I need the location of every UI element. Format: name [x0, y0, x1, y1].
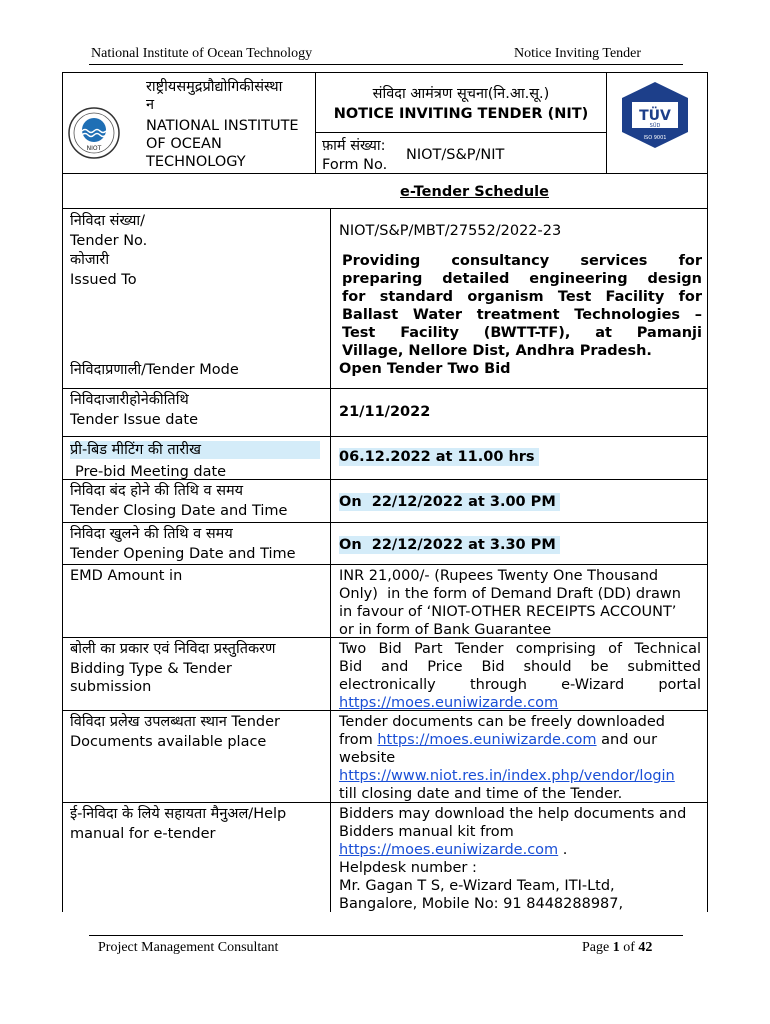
label-en: Pre-bid Meeting date: [75, 464, 227, 480]
footer-left: Project Management Consultant: [98, 940, 279, 955]
svg-text:NIOT: NIOT: [86, 145, 102, 152]
svg-text:ISO 9001: ISO 9001: [643, 135, 667, 141]
docs-line: till closing date and time of the Tender.: [339, 786, 623, 802]
title-english: NOTICE INVITING TENDER (NIT): [333, 106, 589, 122]
help-line: Bidders manual kit from: [339, 824, 514, 840]
page-current: 1: [612, 940, 620, 955]
label-en: Tender Closing Date and Time: [70, 503, 288, 519]
help-line: Helpdesk number :: [339, 860, 477, 876]
bidding-line: electronically through e-Wizard portal: [339, 677, 701, 693]
org-name-en-2: OF OCEAN: [146, 136, 222, 152]
docs-line: Tender documents can be freely downloaded: [339, 714, 665, 730]
tuv-cert-logo: [618, 80, 692, 150]
header-rule: [89, 64, 683, 65]
title-hindi: संविदा आमंत्रण सूचना(नि.आ.सू.): [372, 86, 550, 102]
schedule-title: e-Tender Schedule: [400, 184, 549, 200]
emd-line: in favour of ‘NIOT-OTHER RECEIPTS ACCOUNT’: [339, 604, 677, 620]
bidding-portal-link[interactable]: https://moes.euniwizarde.com: [339, 695, 559, 711]
issued-to-line: for standard organism Test Facility for: [342, 289, 702, 305]
label-emd: EMD Amount in: [70, 568, 183, 584]
label-en: Issued To: [70, 272, 137, 288]
docs-line: [339, 731, 657, 749]
label-hindi: निविदा बंद होने की तिथि व समय: [70, 483, 244, 499]
closing-value: On 22/12/2022 at 3.00 PM: [339, 493, 560, 511]
bidding-line: Bid and Price Bid should be submitted: [339, 659, 701, 675]
label-docs-2: Documents available place: [70, 734, 267, 750]
label-en: Tender No.: [70, 233, 148, 249]
org-name-en-3: TECHNOLOGY: [146, 154, 246, 170]
form-label-en: Form No.: [322, 157, 388, 173]
docs-text: from: [339, 732, 378, 748]
label-help-2: manual for e-tender: [70, 826, 216, 842]
niot-logo: [67, 106, 121, 160]
help-line: [339, 841, 567, 859]
docs-text: and our: [596, 732, 658, 748]
emd-line: INR 21,000/- (Rupees Twenty One Thousand: [339, 568, 659, 584]
docs-portal-link[interactable]: https://moes.euniwizarde.com: [377, 732, 597, 748]
label-help-1: ई-निविदा के लिये सहायता मैनुअल/Help: [70, 806, 287, 822]
issued-to-line: preparing detailed engineering design: [342, 271, 702, 287]
label-en: Bidding Type & Tender: [70, 661, 232, 677]
emd-line: Only) in the form of Demand Draft (DD) drawn: [339, 586, 681, 602]
svg-text:SÜD: SÜD: [649, 123, 661, 129]
svg-text:TÜV: TÜV: [639, 108, 671, 124]
help-line: Bangalore, Mobile No: 91 8448288987,: [339, 896, 624, 912]
page-of: of: [619, 940, 639, 955]
form-value: NIOT/S&P/NIT: [406, 147, 505, 163]
label-docs-1: विविदा प्रलेख उपलब्धता स्थान Tender: [70, 714, 280, 730]
header-left: National Institute of Ocean Technology: [91, 46, 313, 61]
tender-no-value: NIOT/S&P/MBT/27552/2022-23: [339, 223, 562, 239]
issued-to-line: Test Facility (BWTT-TF), at Pamanji: [342, 325, 702, 341]
bidding-line: Two Bid Part Tender comprising of Technical: [339, 641, 701, 657]
help-line: Bidders may download the help documents and: [339, 806, 687, 822]
opening-value: On 22/12/2022 at 3.30 PM: [339, 536, 560, 554]
docs-line: website: [339, 750, 396, 766]
niot-website-link[interactable]: https://www.niot.res.in/index.php/vendor/login: [339, 768, 675, 784]
label-tender-mode: निविदाप्रणाली/Tender Mode: [70, 362, 239, 378]
label-hindi: निविदाजारीहोनेकीतिथि: [70, 392, 189, 408]
label-en: submission: [70, 679, 152, 695]
footer-rule: [89, 935, 683, 936]
org-name-hindi-1: राष्ट्रीयसमुद्रप्रौद्योगिकीसंस्था: [146, 79, 283, 95]
label-hindi: निविदा खुलने की तिथि व समय: [70, 526, 233, 542]
page-total: 42: [638, 940, 653, 955]
label-hindi: कोजारी: [70, 252, 110, 268]
org-name-en-1: NATIONAL INSTITUTE: [146, 118, 299, 134]
emd-line: or in form of Bank Guarantee: [339, 622, 552, 638]
issued-to-line: Village, Nellore Dist, Andhra Pradesh.: [342, 343, 652, 359]
label-hindi: प्री-बिड मीटिंग की तारीख: [70, 441, 320, 459]
form-label-hindi: फ़ार्म संख्या:: [322, 138, 386, 154]
issue-date-value: 21/11/2022: [339, 404, 431, 420]
help-text: .: [558, 842, 568, 858]
help-portal-link[interactable]: https://moes.euniwizarde.com: [339, 842, 559, 858]
help-line: Mr. Gagan T S, e-Wizard Team, ITI-Ltd,: [339, 878, 615, 894]
page-number: [582, 940, 652, 956]
issued-to-line: Ballast Water treatment Technologies –: [342, 307, 702, 323]
label-hindi: निविदा संख्या/: [70, 213, 146, 229]
tender-mode-value: Open Tender Two Bid: [339, 361, 511, 377]
label-en: Tender Opening Date and Time: [70, 546, 296, 562]
org-name-hindi-2: न: [146, 97, 155, 113]
label-en: Tender Issue date: [70, 412, 199, 428]
prebid-value: 06.12.2022 at 11.00 hrs: [339, 448, 539, 466]
issued-to-line: Providing consultancy services for: [342, 253, 702, 269]
page-prefix: Page: [582, 940, 613, 955]
label-hindi: बोली का प्रकार एवं निविदा प्रस्तुतिकरण: [70, 641, 276, 657]
header-right: Notice Inviting Tender: [514, 46, 642, 61]
